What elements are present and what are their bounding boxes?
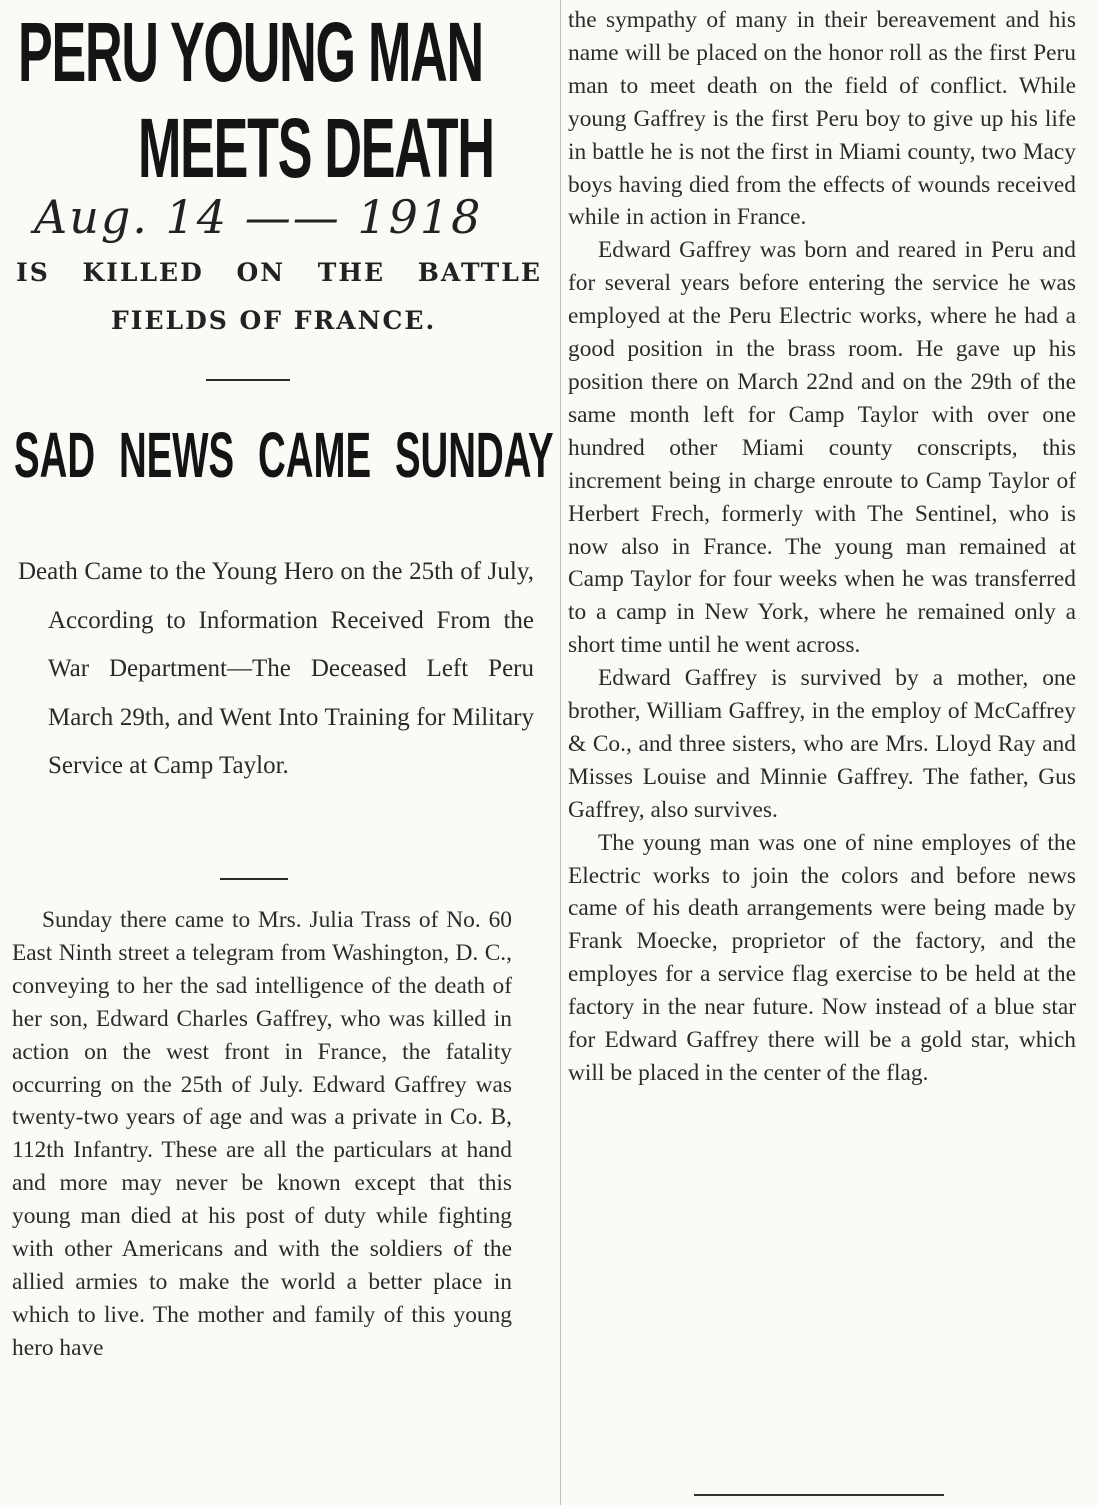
- article-body-right: [568, 4, 1076, 1090]
- subheadline-line-1: IS KILLED ON THE BATTLE: [16, 258, 542, 287]
- article-body-left: [12, 904, 512, 1365]
- subheadline-line-2: FIELDS OF FRANCE.: [111, 306, 437, 335]
- paragraph-right-2: Edward Gaffrey was born and reared in Peru and for several years before entering the service he was employed at the Peru Electric works, where he had a good position in the brass room. He gave up his position there on March 22nd and on the 29th of the same month left for Camp Taylor with over one hundred other Miami county conscripts, this increment being in charge enroute to Camp Taylor of Herbert Frech, formerly with The Sentinel, who is now also in France. The young man remained at Camp Taylor for four weeks when he was transferred to a camp in New York, where he remained only a short time until he went across.: [568, 237, 1076, 659]
- deck-summary: [18, 548, 534, 791]
- paragraph-left-1: Sunday there came to Mrs. Julia Trass of No. 60 East Ninth street a telegram from Washington, D. C., conveying to her the sad intelligence of the death of her son, Edward Charles Gaffrey, who was killed in action on the west front in France, the fatality occurring on the 25th of July. Edward Gaffrey was twenty-two years of age and was a private in Co. B, 112th Infantry. These are all the particulars at hand and more may never be known except that this young man died at his post of duty while fighting with other Americans and with the soldiers of the allied armies to make the world a better place in which to live. The mother and family of this young hero have: [12, 907, 512, 1361]
- deck-text: Death Came to the Young Hero on the 25th of July, According to Information Received From the War Department—The Deceased Left Peru March 29th, and Went Into Training for Military Service at Camp Taylor.: [18, 558, 534, 780]
- headline-line-1: PERU YOUNG MAN: [18, 5, 483, 99]
- handwritten-date: Aug. 14 —— 1918: [34, 190, 483, 244]
- section-rule: [206, 379, 290, 381]
- section-rule-2: [220, 878, 288, 880]
- paragraph-right-1: the sympathy of many in their bereavement and his name will be placed on the honor roll as the first Peru man to meet death on the field of conflict. While young Gaffrey is the first Peru boy to give up his life in battle he is not the first in Miami county, two Macy boys having died from the effects of wounds received while in action in France.: [568, 7, 1076, 231]
- headline-line-2: MEETS DEATH: [138, 101, 494, 195]
- paragraph-right-4: The young man was one of nine employes of the Electric works to join the colors and before news came of his death arrangements were being made by Frank Moecke, proprietor of the factory, and the employes for a service flag exercise to be held at the factory in the near future. Now instead of a blue star for Edward Gaffrey there will be a gold star, which will be placed in the center of the flag.: [568, 829, 1076, 1086]
- closing-rule: [694, 1494, 944, 1496]
- paragraph-right-3: Edward Gaffrey is survived by a mother, one brother, William Gaffrey, in the employ of McCaffrey & Co., and three sisters, who are Mrs. Lloyd Ray and Misses Louise and Minnie Gaffrey. The father, Gus Gaffrey, also survives.: [568, 665, 1076, 823]
- secondary-headline: SAD NEWS CAME SUNDAY: [14, 419, 554, 491]
